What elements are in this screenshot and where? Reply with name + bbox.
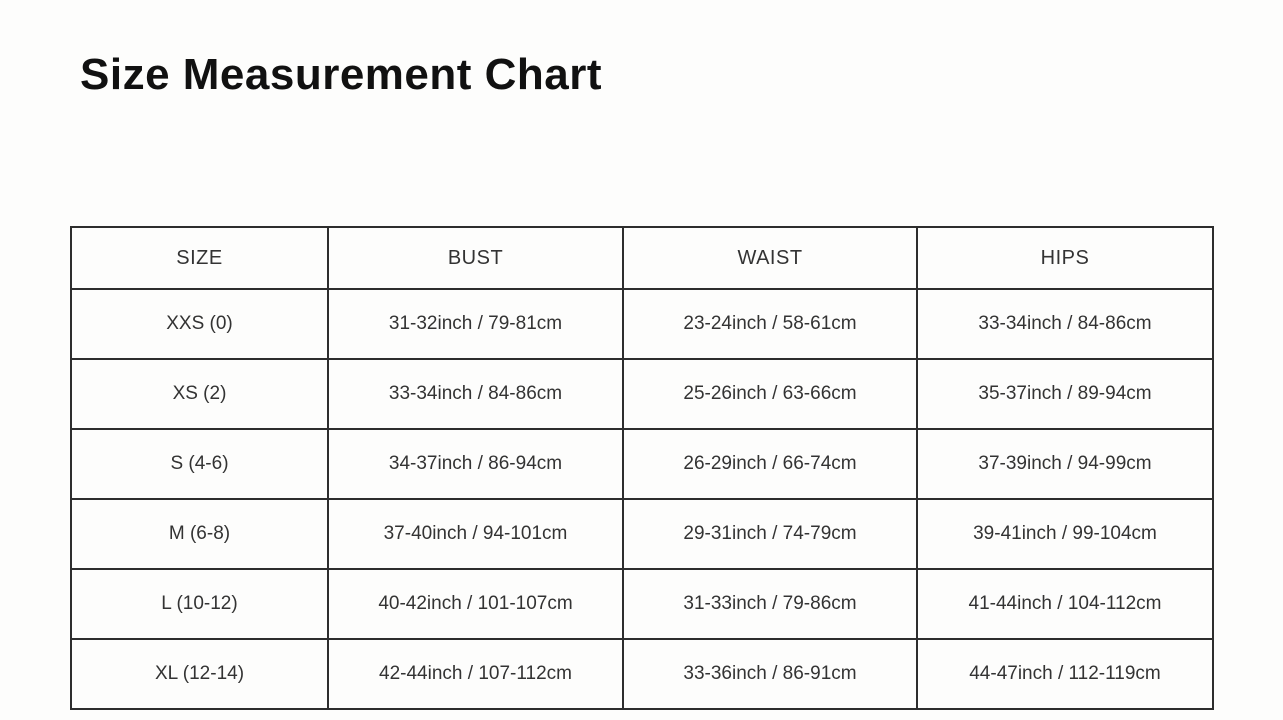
column-header-bust: BUST	[328, 227, 623, 289]
bust-cell: 34-37inch / 86-94cm	[328, 429, 623, 499]
column-header-waist: WAIST	[623, 227, 917, 289]
hips-cell: 37-39inch / 94-99cm	[917, 429, 1213, 499]
hips-cell: 35-37inch / 89-94cm	[917, 359, 1213, 429]
size-cell: XXS (0)	[71, 289, 328, 359]
bust-cell: 31-32inch / 79-81cm	[328, 289, 623, 359]
hips-cell: 33-34inch / 84-86cm	[917, 289, 1213, 359]
table-row	[71, 429, 1213, 499]
size-measurement-table	[70, 226, 1214, 710]
waist-cell: 31-33inch / 79-86cm	[623, 569, 917, 639]
waist-cell: 33-36inch / 86-91cm	[623, 639, 917, 709]
column-header-hips: HIPS	[917, 227, 1213, 289]
bust-cell: 33-34inch / 84-86cm	[328, 359, 623, 429]
size-cell: L (10-12)	[71, 569, 328, 639]
waist-cell: 23-24inch / 58-61cm	[623, 289, 917, 359]
table-row	[71, 569, 1213, 639]
column-header-size: SIZE	[71, 227, 328, 289]
table-row	[71, 499, 1213, 569]
table-row	[71, 289, 1213, 359]
size-cell: XS (2)	[71, 359, 328, 429]
size-cell: S (4-6)	[71, 429, 328, 499]
table-header-row	[71, 227, 1213, 289]
size-cell: XL (12-14)	[71, 639, 328, 709]
bust-cell: 40-42inch / 101-107cm	[328, 569, 623, 639]
page-title: Size Measurement Chart	[80, 50, 603, 99]
table-row	[71, 359, 1213, 429]
hips-cell: 39-41inch / 99-104cm	[917, 499, 1213, 569]
waist-cell: 26-29inch / 66-74cm	[623, 429, 917, 499]
hips-cell: 44-47inch / 112-119cm	[917, 639, 1213, 709]
bust-cell: 37-40inch / 94-101cm	[328, 499, 623, 569]
bust-cell: 42-44inch / 107-112cm	[328, 639, 623, 709]
waist-cell: 29-31inch / 74-79cm	[623, 499, 917, 569]
hips-cell: 41-44inch / 104-112cm	[917, 569, 1213, 639]
size-cell: M (6-8)	[71, 499, 328, 569]
waist-cell: 25-26inch / 63-66cm	[623, 359, 917, 429]
table-row	[71, 639, 1213, 709]
